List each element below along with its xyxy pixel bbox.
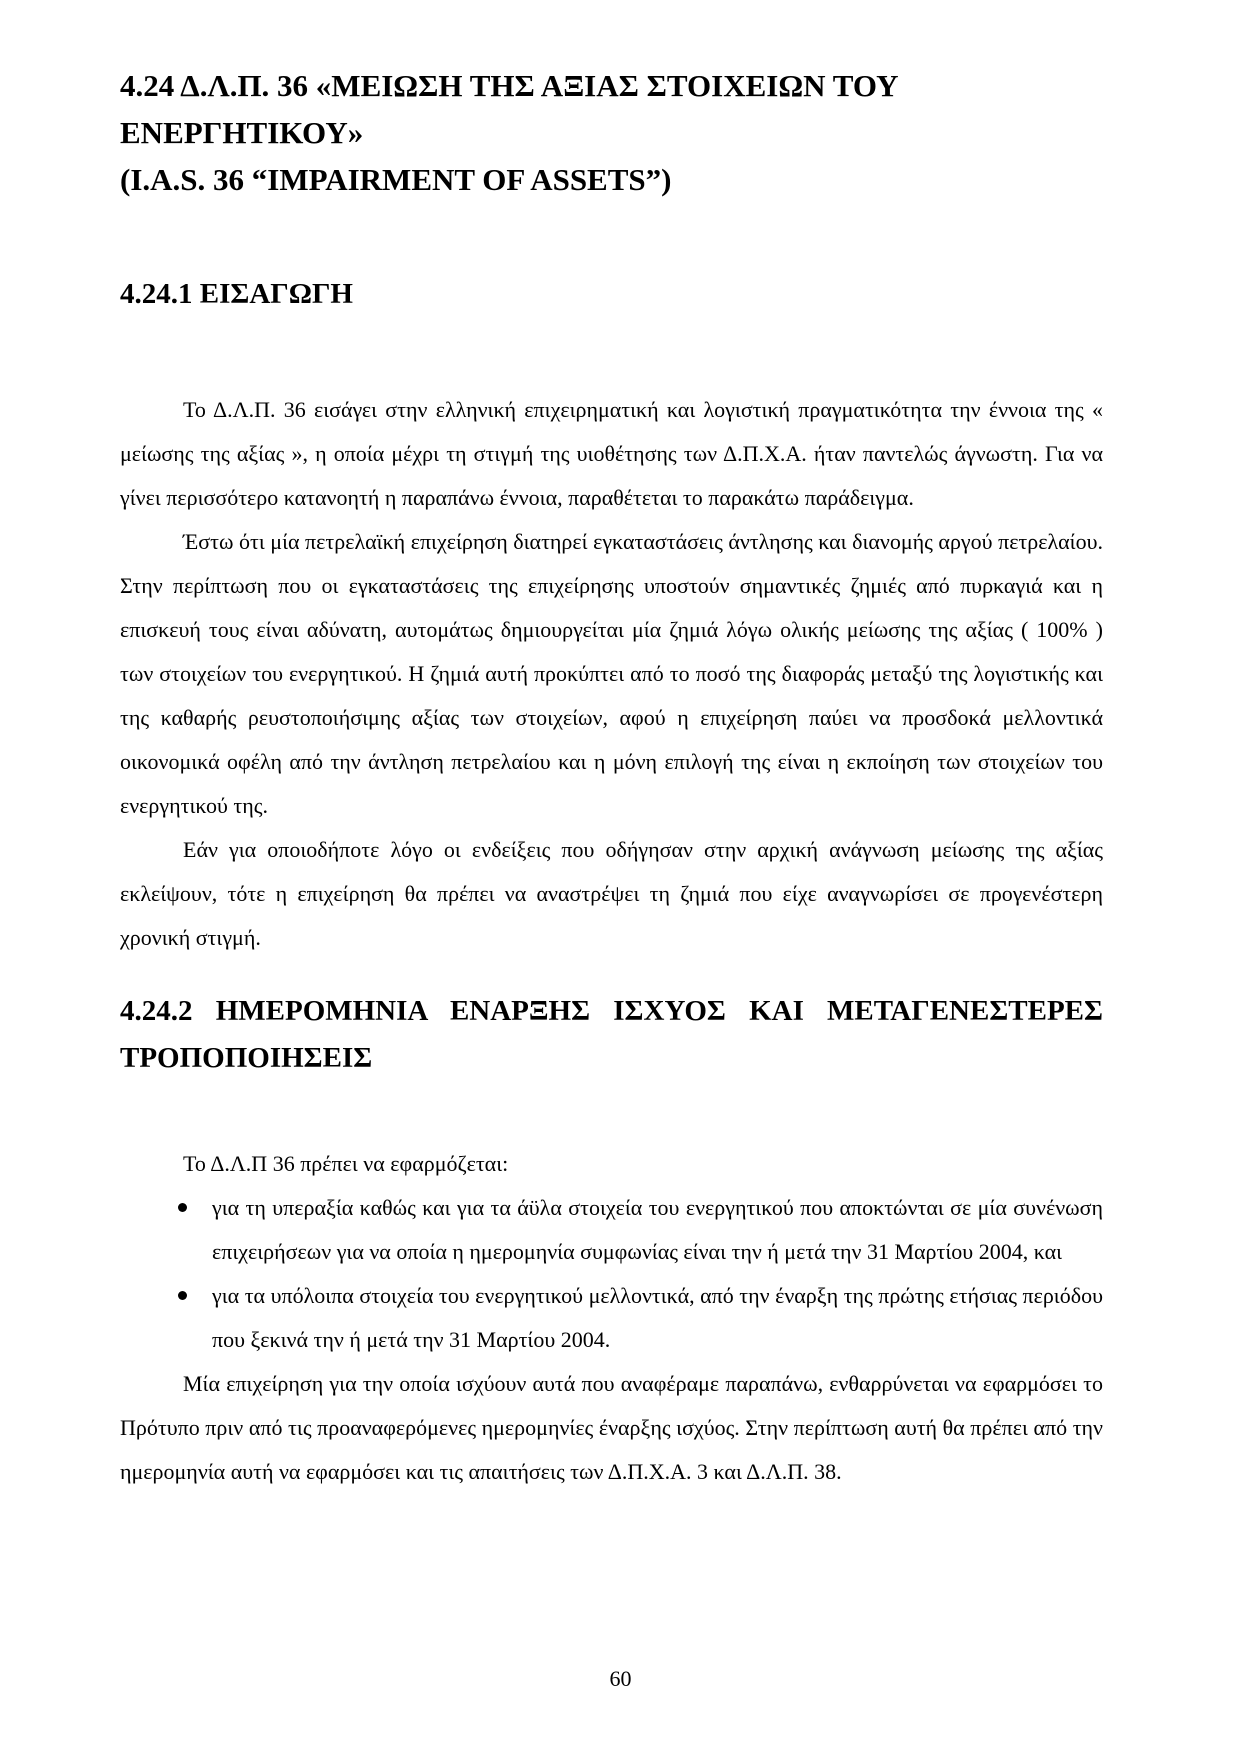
effective-date-list xyxy=(120,1186,1103,1362)
document-title xyxy=(120,62,1103,203)
bullet-icon xyxy=(178,1291,187,1300)
intro-paragraph-3: Εάν για οποιοδήποτε λόγο οι ενδείξεις που οδήγησαν στην αρχική ανάγνωση μείωσης της αξίας εκλείψουν, τότε η επιχείρηση θα πρέπει να αναστρέψει τη ζημιά που είχε αναγνωρίσει σε προγενέστερη χρονική στιγμή. xyxy=(120,837,1103,950)
title-line-1: 4.24 Δ.Λ.Π. 36 «ΜΕΙΩΣΗ ΤΗΣ ΑΞΙΑΣ ΣΤΟΙΧΕΙΩΝ ΤΟΥ xyxy=(120,68,899,103)
title-line-2: ΕΝΕΡΓΗΤΙΚΟΥ» xyxy=(120,115,364,150)
bullet-icon xyxy=(178,1203,187,1212)
section-heading-introduction: 4.24.1 ΕΙΣΑΓΩΓΗ xyxy=(120,278,353,310)
list-item-text: για τα υπόλοιπα στοιχεία του ενεργητικού μελλοντικά, από την έναρξη της πρώτης ετήσιας περιόδου που ξεκινά την ή μετά την 31 Μαρτίου 2004. xyxy=(212,1283,1103,1352)
list-item-text: για τη υπεραξία καθώς και για τα άϋλα στοιχεία του ενεργητικού που αποκτώνται σε μία συνένωση επιχειρήσεων για να οποία η ημερομηνία συμφωνίας είναι την ή μετά την 31 Μαρτίου 2004, και xyxy=(212,1195,1103,1264)
effective-date-intro: Το Δ.Λ.Π 36 πρέπει να εφαρμόζεται: xyxy=(183,1151,509,1176)
closing-paragraph: Μία επιχείρηση για την οποία ισχύουν αυτά που αναφέραμε παραπάνω, ενθαρρύνεται να εφαρμόσει το Πρότυπο πριν από τις προαναφερόμενες ημερομηνίες έναρξης ισχύος. Στην περίπτωση αυτή θα πρέπει από την ημερομηνία αυτή να εφαρμόσει και τις απαιτήσεις των Δ.Π.Χ.Α. 3 και Δ.Λ.Π. 38. xyxy=(120,1371,1103,1484)
list-item xyxy=(120,1274,1103,1362)
title-line-3: (I.A.S. 36 “IMPAIRMENT OF ASSETS”) xyxy=(120,162,672,197)
list-item xyxy=(120,1186,1103,1274)
section-heading-effective-date: 4.24.2 ΗΜΕΡΟΜΗΝΙΑ ΕΝΑΡΞΗΣ ΙΣΧΥΟΣ ΚΑΙ ΜΕΤΑΓΕΝΕΣΤΕΡΕΣ ΤΡΟΠΟΠΟΙΗΣΕΙΣ xyxy=(120,995,1103,1074)
intro-paragraph-2: Έστω ότι μία πετρελαϊκή επιχείρηση διατηρεί εγκαταστάσεις άντλησης και διανομής αργού πετρελαίου. Στην περίπτωση που οι εγκαταστάσεις της επιχείρησης υποστούν σημαντικές ζημιές από πυρκαγιά και η επισκευή τους είναι αδύνατη, αυτομάτως δημιουργείται μία ζημιά λόγω ολικής μείωσης της αξίας ( 100% ) των στοιχείων του ενεργητικού. Η ζημιά αυτή προκύπτει από το ποσό της διαφοράς μεταξύ της λογιστικής και της καθαρής ρευστοποιήσιμης αξίας των στοιχείων, αφού η επιχείρηση παύει να προσδοκά μελλοντικά οικονομικά οφέλη από την άντληση πετρελαίου και η μόνη επιλογή της είναι η εκποίηση των στοιχείων του ενεργητικού της. xyxy=(120,529,1103,818)
intro-paragraph-1: Το Δ.Λ.Π. 36 εισάγει στην ελληνική επιχειρηματική και λογιστική πραγματικότητα την έννοια της « μείωσης της αξίας », η οποία μέχρι τη στιγμή της υιοθέτησης των Δ.Π.Χ.Α. ήταν παντελώς άγνωστη. Για να γίνει περισσότερο κατανοητή η παραπάνω έννοια, παραθέτεται το παρακάτω παράδειγμα. xyxy=(120,397,1103,510)
page-number: 60 xyxy=(609,1666,632,1691)
